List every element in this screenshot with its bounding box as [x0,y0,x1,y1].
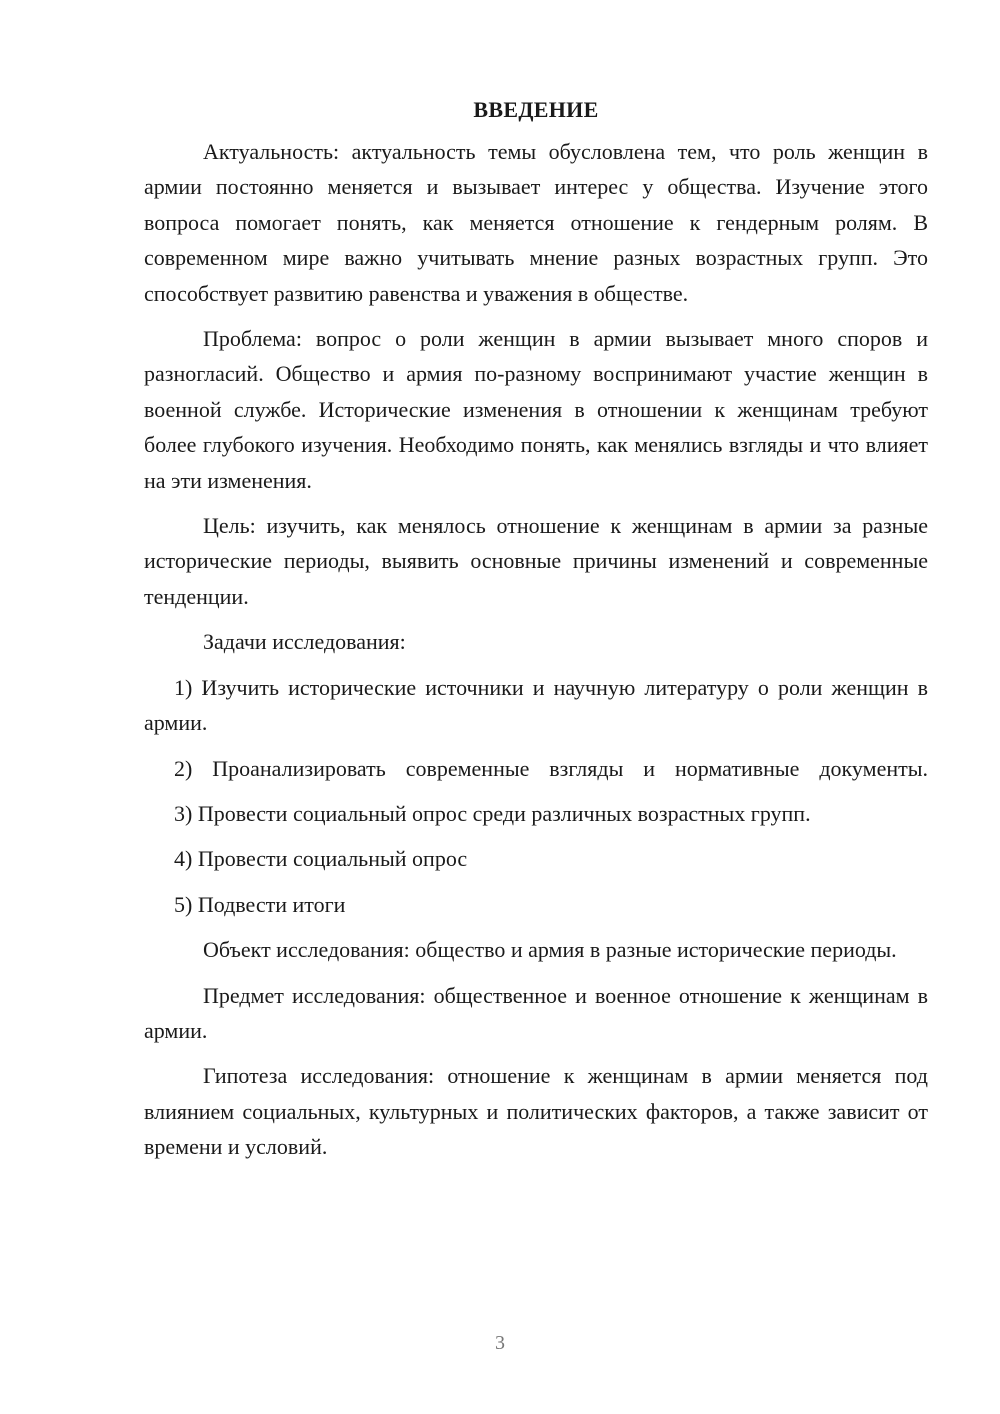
problem-paragraph: Проблема: вопрос о роли женщин в армии вызывает много споров и разногласий. Общество и армия по-разному воспринимают участие женщин в военной службе. Исторические изменения в отношении к женщинам требуют более глубокого изучения. Необходимо понять, как менялись взгляды и что влияет на эти изменения. [144,326,928,493]
relevance-paragraph: Актуальность: актуальность темы обусловлена тем, что роль женщин в армии постоянно меняется и вызывает интерес у общества. Изучение этого вопроса помогает понять, как меняется отношение к гендерным ролям. В современном мире важно учитывать мнение разных возрастных групп. Это способствует развитию равенства и уважения в обществе. [144,139,928,306]
list-item: 5) Подвести итоги [174,891,346,917]
object-paragraph: Объект исследования: общество и армия в разные исторические периоды. [203,937,897,963]
page-number: 3 [495,1332,505,1354]
hypothesis-paragraph: Гипотеза исследования: отношение к женщинам в армии меняется под влиянием социальных, культурных и политических факторов, а также зависит от времени и условий. [144,1063,928,1160]
page-title: ВВЕДЕНИЕ [473,97,599,122]
list-item: 3) Провести социальный опрос среди различных возрастных групп. [174,800,811,826]
list-item: 1) Изучить исторические источники и научную литературу о роли женщин в армии. [144,674,928,736]
document-page [144,94,928,1175]
goal-paragraph: Цель: изучить, как менялось отношение к женщинам в армии за разные исторические периоды, выявить основные причины изменений и современные тенденции. [144,513,928,609]
subject-paragraph: Предмет исследования: общественное и военное отношение к женщинам в армии. [144,982,928,1043]
tasks-list [144,670,928,922]
list-item: 4) Провести социальный опрос [174,846,468,872]
list-item: 2) Проанализировать современные взгляды и нормативные документы. [174,755,928,781]
tasks-heading: Задачи исследования: [203,629,406,655]
